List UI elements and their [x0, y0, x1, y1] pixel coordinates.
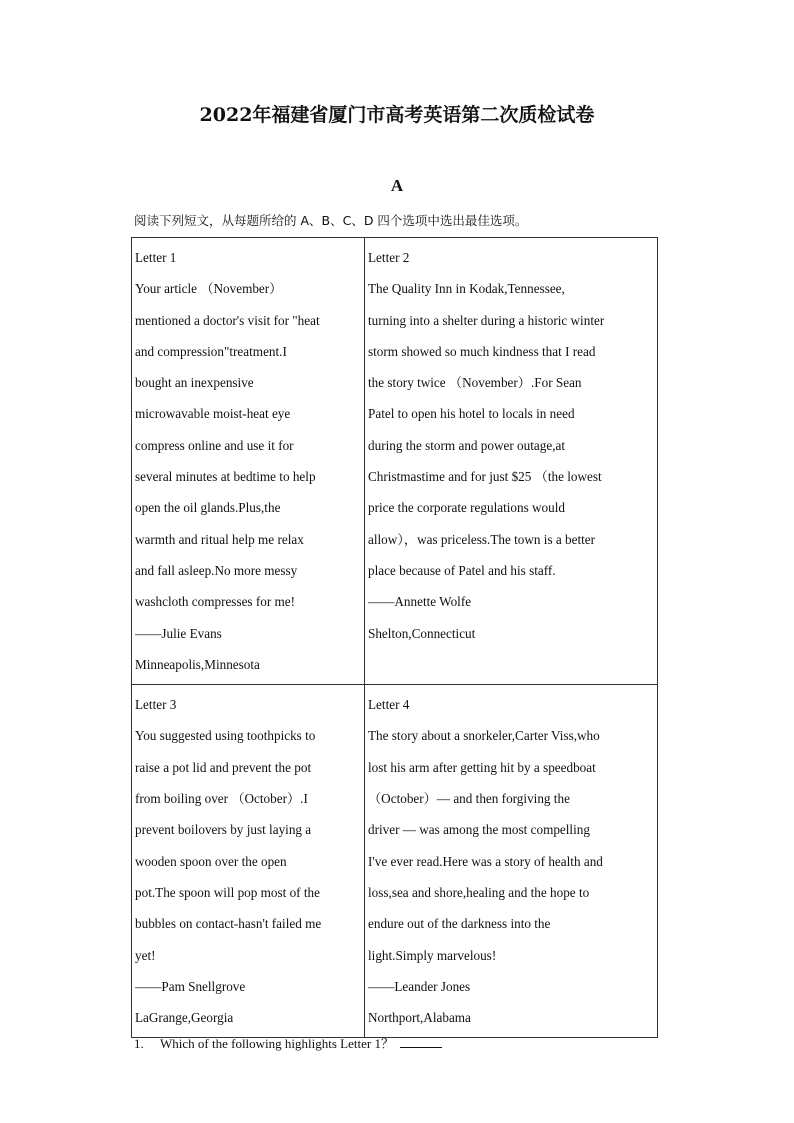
letter-line: The story about a snorkeler,Carter Viss,who: [368, 728, 600, 744]
letter-line: I've ever read.Here was a story of health and: [368, 853, 603, 869]
letter-cell: [365, 685, 658, 1038]
letter-place: Shelton,Connecticut: [368, 625, 476, 641]
letter-line: endure out of the darkness into the: [368, 916, 551, 932]
letter-author: ——Pam Snellgrove: [135, 978, 246, 994]
letters-table: [131, 237, 658, 1038]
letter-line: several minutes at bedtime to help: [135, 469, 316, 485]
letter-line: and compression"treatment.I: [135, 343, 287, 359]
table-row: [132, 685, 658, 1038]
letter-heading: Letter 4: [368, 697, 410, 713]
letter-line: the story twice （November）.For Sean: [368, 375, 582, 391]
letter-heading: Letter 3: [135, 697, 177, 713]
letter-line: pot.The spoon will pop most of the: [135, 884, 320, 900]
letter-cell: [132, 238, 365, 685]
letter-line: Christmastime and for just $25 （the lowest: [368, 469, 602, 485]
letter-line: Patel to open his hotel to locals in need: [368, 406, 575, 422]
letter-line: washcloth compresses for me!: [135, 594, 296, 610]
letter-cell: [132, 685, 365, 1038]
question-text: Which of the following highlights Letter 1？: [160, 1036, 394, 1051]
letter-line: place because of Patel and his staff.: [368, 562, 556, 578]
letter-cell: [365, 238, 658, 685]
letter-line: lost his arm after getting hit by a speedboat: [368, 759, 596, 775]
letter-place: Northport,Alabama: [368, 1010, 471, 1026]
letter-line: The Quality Inn in Kodak,Tennessee,: [368, 281, 565, 297]
letter-line: prevent boilovers by just laying a: [135, 822, 312, 838]
letter-line: bought an inexpensive: [135, 375, 254, 391]
letter-line: price the corporate regulations would: [368, 500, 566, 516]
letter-line: raise a pot lid and prevent the pot: [135, 759, 312, 775]
letter-author: ——Annette Wolfe: [368, 594, 472, 610]
letter-line: yet!: [135, 947, 156, 963]
letter-line: storm showed so much kindness that I read: [368, 343, 596, 359]
letter-line: from boiling over （October）.I: [135, 791, 308, 807]
letter-line: （October）— and then forgiving the: [368, 791, 570, 807]
letter-place: Minneapolis,Minnesota: [135, 656, 260, 672]
letter-line: open the oil glands.Plus,the: [135, 500, 281, 516]
page-title: 2022年福建省厦门市高考英语第二次质检试卷: [199, 104, 595, 126]
table-row: [132, 238, 658, 685]
letter-heading: Letter 2: [368, 250, 410, 265]
question-number: 1.: [134, 1036, 144, 1051]
letter-line: warmth and ritual help me relax: [135, 531, 304, 547]
letter-line: driver — was among the most compelling: [368, 822, 590, 838]
letter-line: You suggested using toothpicks to: [135, 728, 316, 744]
letter-place: LaGrange,Georgia: [135, 1010, 234, 1026]
letter-line: microwavable moist-heat eye: [135, 406, 291, 422]
letter-line: during the storm and power outage,at: [368, 437, 566, 453]
letter-line: mentioned a doctor's visit for "heat: [135, 312, 320, 328]
instructions: 阅读下列短文，从每题所给的 A、B、C、D 四个选项中选出最佳选项。: [134, 213, 528, 228]
letter-line: and fall asleep.No more messy: [135, 562, 298, 578]
letter-line: light.Simply marvelous!: [368, 947, 497, 963]
letter-author: ——Julie Evans: [135, 625, 222, 641]
letter-line: allow），was priceless.The town is a better: [368, 531, 596, 547]
letter-line: bubbles on contact-hasn't failed me: [135, 916, 322, 932]
question-1: [134, 1033, 442, 1052]
letter-line: compress online and use it for: [135, 437, 294, 453]
section-heading: A: [390, 176, 404, 195]
letter-line: Your article （November）: [135, 281, 283, 297]
letter-heading: Letter 1: [135, 250, 177, 265]
letter-line: turning into a shelter during a historic winter: [368, 312, 605, 328]
letter-line: wooden spoon over the open: [135, 853, 287, 869]
answer-blank[interactable]: [400, 1035, 442, 1048]
letter-line: loss,sea and shore,healing and the hope to: [368, 884, 590, 900]
letter-author: ——Leander Jones: [368, 978, 471, 994]
